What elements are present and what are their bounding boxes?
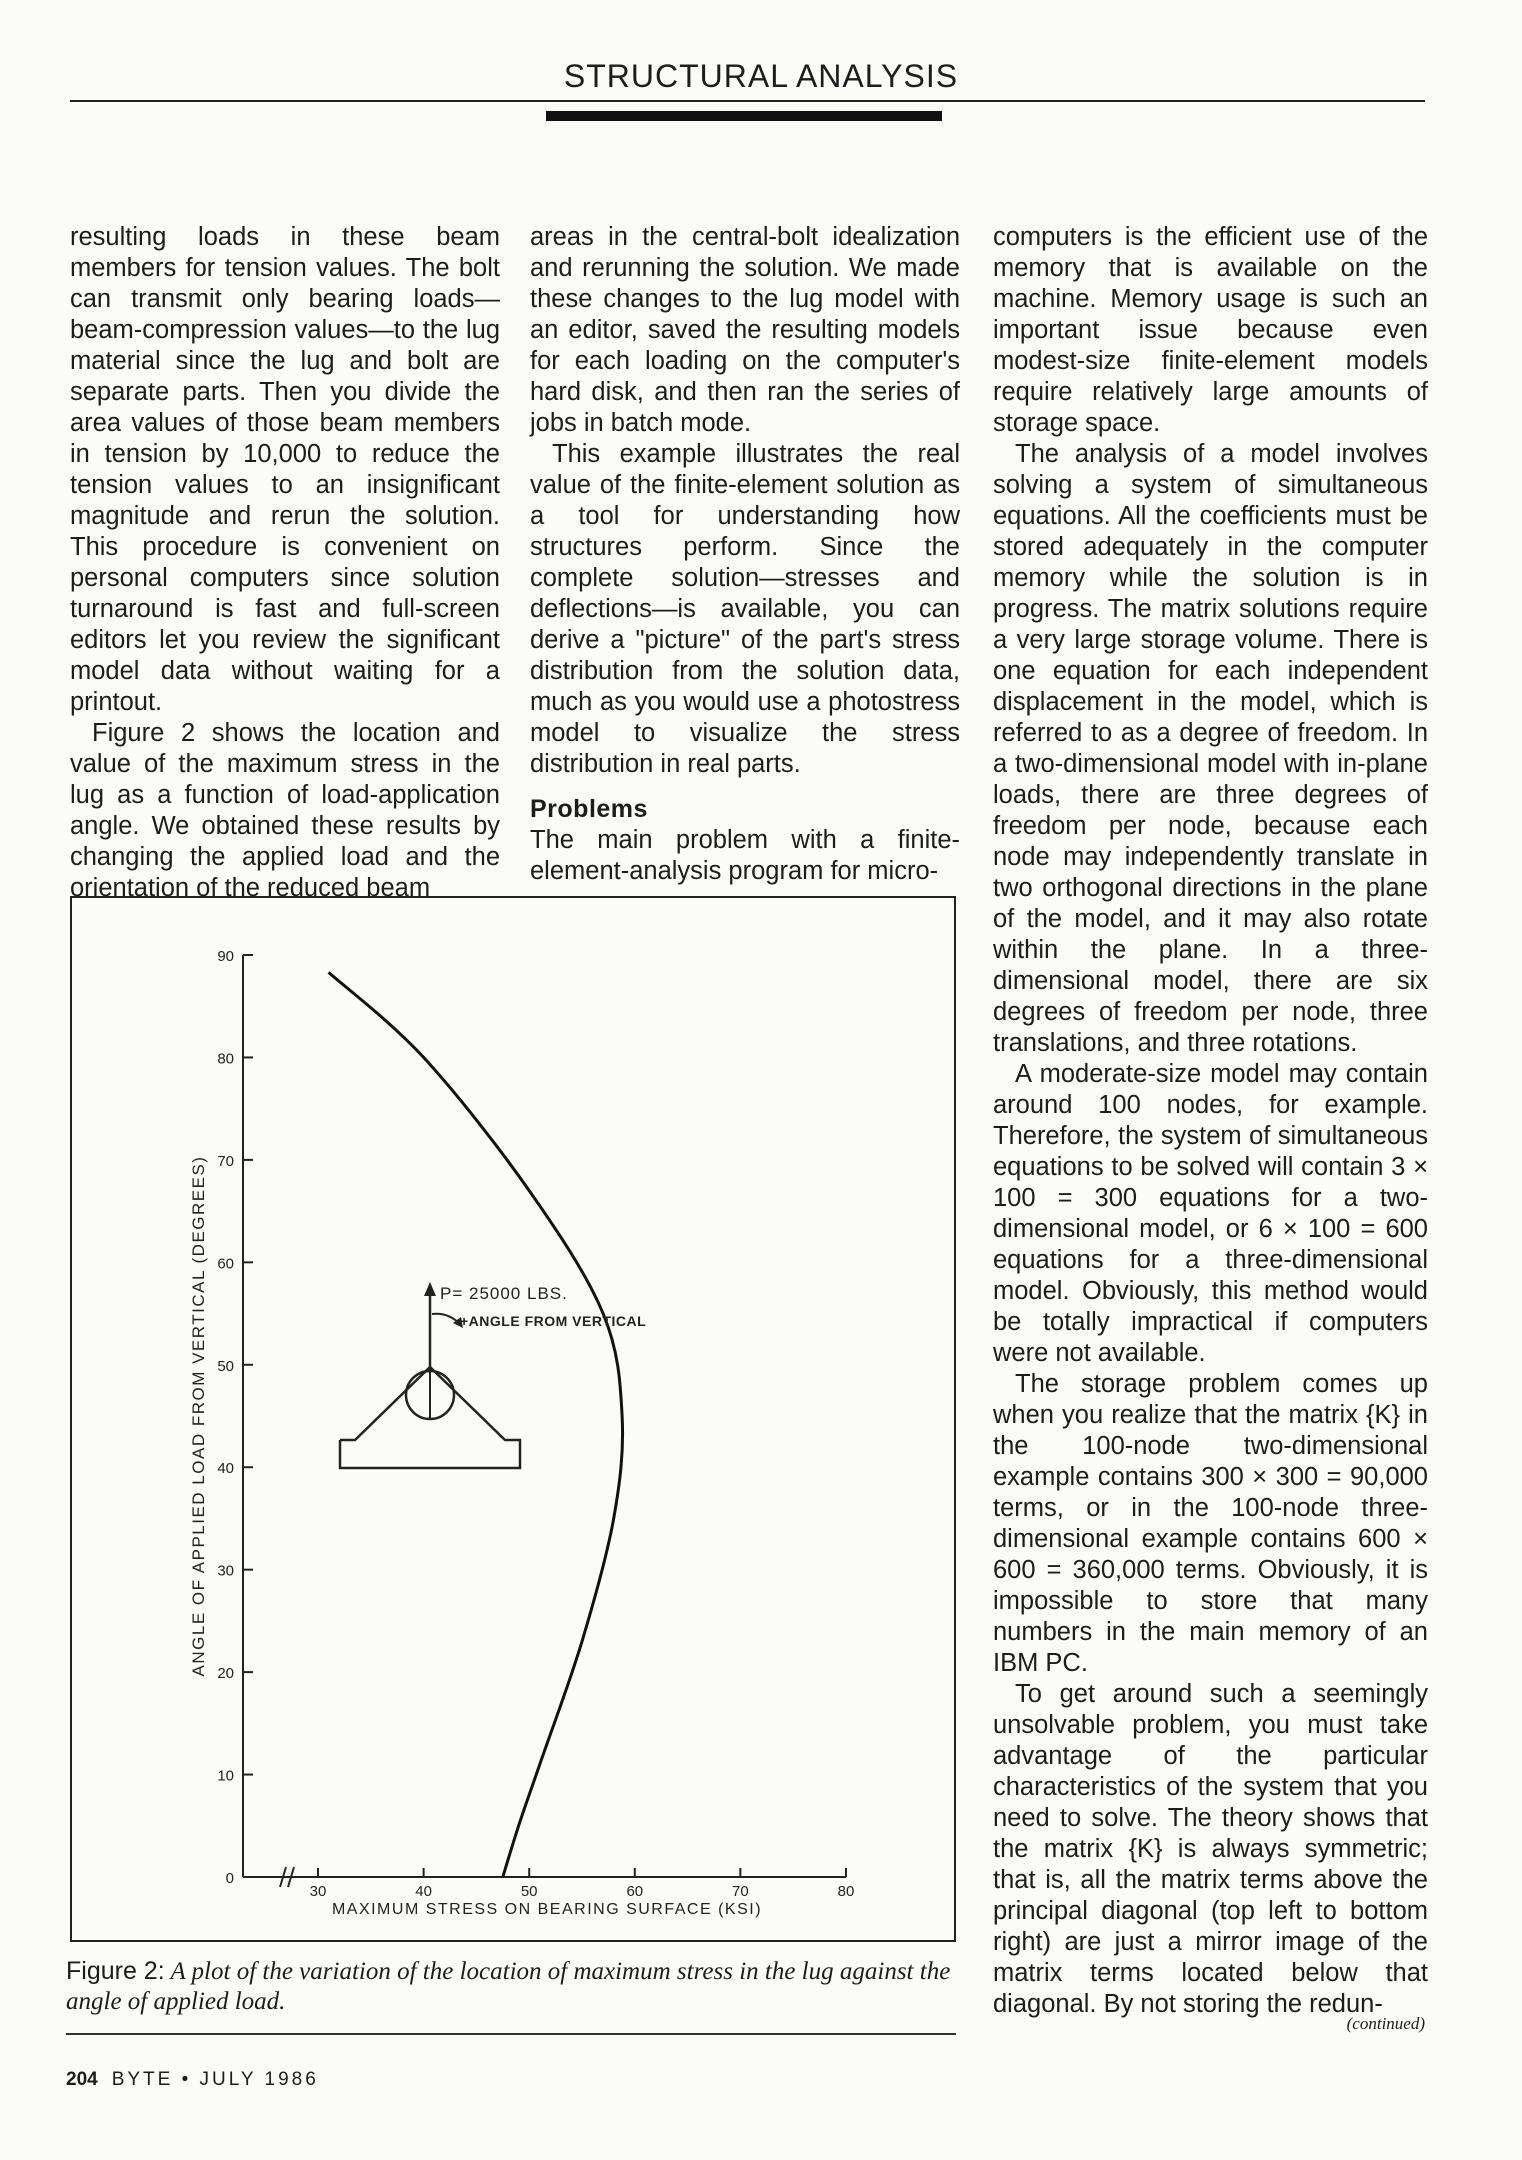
- paragraph: A moderate-size model may contain around 100 nodes, for example. Therefore, the system of simultaneous equations to be solved will contain 3 × 100 = 300 equations for a two-dimensional model, or 6 × 100 = 600 equations for a three-dimensional model. Obviously, this method would be totally impractical if computers were not available.: [993, 1060, 1428, 1367]
- y-tick-label: 10: [217, 1767, 234, 1785]
- paragraph: computers is the efficient use of the memory that is available on the machine. Memory usage is such an important issue because even modest-size finite-element models require relatively large amounts of storage space.: [993, 223, 1428, 437]
- x-tick-label: 60: [626, 1883, 644, 1900]
- caption-label: Figure 2:: [66, 1957, 165, 1985]
- paragraph: The storage problem comes up when you realize that the matrix {K} in the 100-node two-dimensional example contains 300 × 300 = 90,000 terms, or in the 100-node three-dimensional example contains 600 × 600 = 360,000 terms. Obviously, it is impossible to store that many numbers in the main memory of an IBM PC.: [993, 1370, 1428, 1677]
- figure-caption: [66, 1956, 956, 2017]
- text-column-2: [530, 222, 960, 887]
- y-tick-label: 40: [217, 1460, 234, 1478]
- x-tick-label: 30: [309, 1883, 327, 1900]
- chart-svg: [72, 898, 954, 1940]
- y-tick-label: 0: [225, 1870, 234, 1887]
- header-rule: [70, 100, 1425, 102]
- y-tick-label: 60: [217, 1255, 234, 1273]
- paragraph: This example illustrates the real value of the finite-element solution as a tool for understanding how structures perform. Since the complete solution—stresses and deflections—is available, you can derive a "picture" of the part's stress distribution from the solution data, much as you would use a photostress model to visualize the stress distribution in real parts.: [530, 440, 960, 778]
- paragraph: Figure 2 shows the location and value of the maximum stress in the lug as a function of load-application angle. We obtained these results by changing the applied load and the orientation of the reduced beam: [70, 719, 500, 902]
- text-column-1: [70, 222, 500, 904]
- y-tick-label: 30: [217, 1562, 234, 1580]
- page-footer: [66, 2069, 319, 2091]
- figure-2-box: [70, 896, 956, 1942]
- paragraph: areas in the central-bolt idealization and rerunning the solution. We made these changes to the lug model with an editor, saved the resulting models for each loading on the computer's hard disk, and then ran the series of jobs in batch mode.: [530, 223, 960, 437]
- stress-curve: [329, 972, 623, 1877]
- paragraph: To get around such a seemingly unsolvable problem, you must take advantage of the particular characteristics of the system that you need to solve. The theory shows that the matrix {K} is always symmetric; that is, all the matrix terms above the principal diagonal (top left to bottom right) are just a mirror image of the matrix terms located below that diagonal. By not storing the redun-: [993, 1680, 1428, 2018]
- load-label: P= 25000 LBS.: [440, 1284, 568, 1303]
- angle-label: +ANGLE FROM VERTICAL: [460, 1313, 647, 1329]
- text-column-3: [993, 222, 1428, 2020]
- x-ticks: [310, 1868, 855, 1900]
- y-tick-label: 90: [217, 948, 234, 965]
- y-tick-label: 50: [217, 1357, 234, 1375]
- caption-rule: [66, 2033, 956, 2035]
- running-header: STRUCTURAL ANALYSIS: [563, 58, 959, 94]
- y-tick-label: 70: [217, 1152, 234, 1170]
- paragraph: resulting loads in these beam members for tension values. The bolt can transmit only bearing loads—beam-compression values—to the lug material since the lug and bolt are separate parts. Then you divide the area values of those beam members in tension by 10,000 to reduce the tension values to an insignificant magnitude and rerun the solution. This procedure is convenient on personal computers since solution turnaround is fast and full-screen editors let you review the significant model data without waiting for a printout.: [70, 223, 500, 716]
- section-heading: Problems: [530, 795, 648, 823]
- x-tick-label: 40: [415, 1883, 432, 1900]
- publication-line: BYTE • JULY 1986: [111, 2069, 319, 2090]
- page-number: 204: [66, 2069, 98, 2090]
- caption-text: A plot of the variation of the location of maximum stress in the lug against the angle of applied load.: [66, 1958, 951, 2015]
- x-tick-label: 50: [520, 1883, 538, 1900]
- y-axis-label: ANGLE OF APPLIED LOAD FROM VERTICAL (DEGREES): [189, 1155, 208, 1677]
- header-bar: [546, 111, 942, 121]
- y-tick-label: 20: [217, 1665, 234, 1683]
- y-ticks: [217, 948, 253, 1887]
- x-tick-label: 80: [837, 1883, 855, 1900]
- x-tick-label: 70: [732, 1883, 749, 1900]
- continued-note: (continued): [1346, 2014, 1425, 2033]
- load-arrow-head: [424, 1282, 436, 1296]
- paragraph: The main problem with a finite-element-analysis program for micro-: [530, 826, 960, 885]
- paragraph: The analysis of a model involves solving a system of simultaneous equations. All the coefficients must be stored adequately in the computer memory while the solution is in progress. The matrix solutions require a very large storage volume. There is one equation for each independent displacement in the model, which is referred to as a degree of freedom. In a two-dimensional model with in-plane loads, there are three degrees of freedom per node, because each node may independently translate in two orthogonal directions in the plane of the model, and it may also rotate within the plane. In a three-dimensional model, there are six degrees of freedom per node, three translations, and three rotations.: [993, 440, 1428, 1057]
- y-tick-label: 80: [217, 1050, 234, 1068]
- x-axis-label: MAXIMUM STRESS ON BEARING SURFACE (KSI): [331, 1901, 763, 1918]
